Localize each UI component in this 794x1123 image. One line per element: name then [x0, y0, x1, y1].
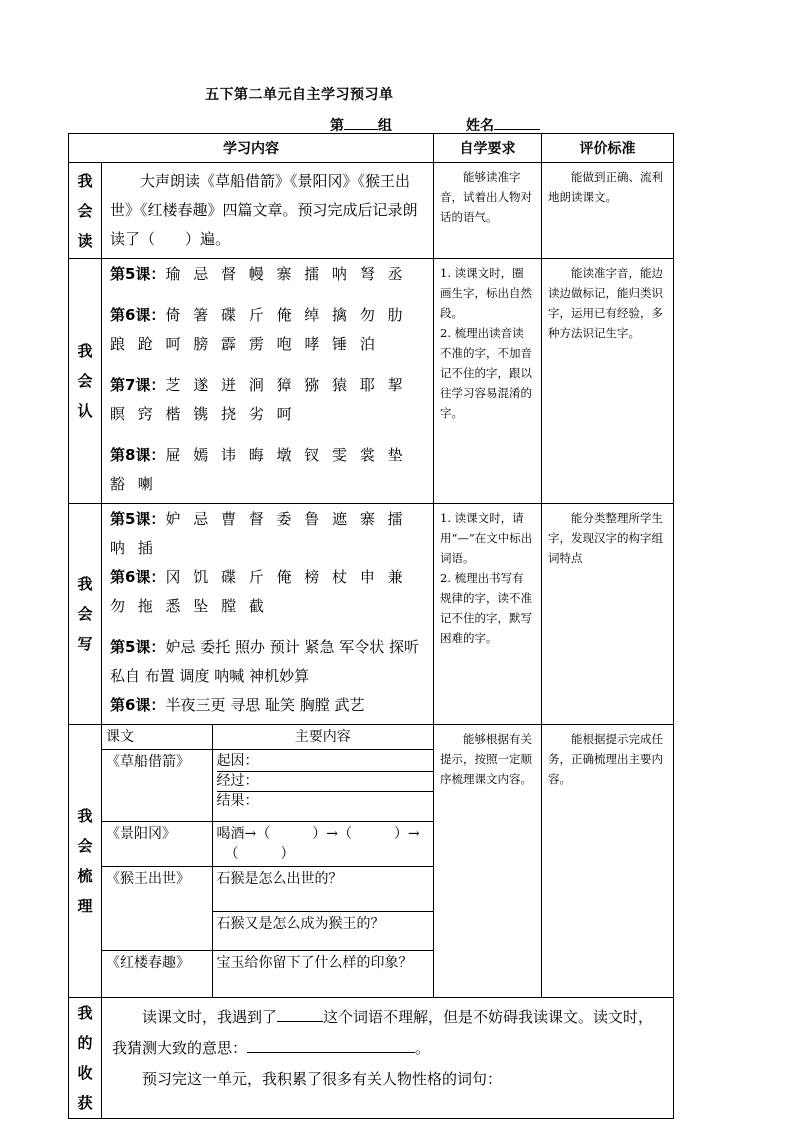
group-blank[interactable] [344, 115, 378, 130]
write-criteria: 能分类整理所学生字，发现汉字的构字组词特点 [542, 504, 674, 725]
name-field[interactable] [466, 115, 540, 135]
group-field[interactable] [330, 115, 392, 135]
lesson-title: 《红楼春趣》 [102, 951, 212, 997]
read-row [69, 163, 674, 259]
header-row [69, 134, 674, 163]
name-label: 姓名 [466, 118, 494, 134]
guess-meaning-blank[interactable] [247, 1036, 415, 1053]
page-title: 五下第二单元自主学习预习单 [205, 87, 394, 103]
write-requirement: 1. 读课文时，请用“—”在文中标出词语。 2. 梳理出书写有规律的字，读不准记不住的字，默写困难的字。 [434, 504, 542, 725]
lesson-item: 第8课：屉 嫣 讳 晦 墩 钗 雯 裳 垫 豁 喇 [110, 446, 407, 493]
answer-cell[interactable]: 石猴是怎么出世的？ 石猴又是怎么成为猴王的？ [212, 867, 433, 951]
word-item: 第6课：半夜三更 寻思 耻笑 胸膛 武艺 [110, 696, 365, 714]
lesson-item: 第6课：倚 箸 碟 斤 俺 绰 擒 勿 肋 踉 跄 呵 膀 霹 雳 咆 哮 锤 泊 [110, 306, 407, 353]
answer-line[interactable]: 经过： [217, 772, 434, 792]
recognize-row [69, 259, 674, 504]
table-row [102, 867, 433, 951]
lesson-item: 第7课：芝 遂 迸 涧 獐 猕 猿 耶 挈 瞑 窍 楷 镌 挠 劣 呵 [110, 376, 407, 423]
header-requirement: 自学要求 [434, 134, 542, 163]
answer-line[interactable]: 结果： [216, 793, 259, 809]
sort-content [102, 725, 434, 998]
header-content: 学习内容 [69, 134, 434, 163]
write-content [102, 504, 434, 725]
sort-side-label: 我 会 梳 理 [69, 725, 102, 998]
group-prefix: 第 [330, 118, 344, 134]
harvest-text-1: 读课文时，我遇到了 这个词语不理解，但是不妨碍我读课文。读文时，我猜测大致的意思： 。 [112, 1002, 663, 1064]
read-side-label: 我 会 读 [69, 163, 102, 259]
lesson-item: 第5课：瑜 忌 督 幔 寨 擂 呐 弩 丞 [110, 265, 407, 283]
group-suffix: 组 [378, 118, 392, 134]
harvest-side-label: 我 的 收 获 [69, 997, 102, 1118]
harvest-text-2: 预习完这一单元，我积累了很多有关人物性格的词句： [142, 1069, 503, 1088]
sort-inner-table [102, 725, 433, 997]
name-blank[interactable] [494, 115, 540, 130]
answer-line[interactable]: 起因： [217, 752, 434, 772]
harvest-content [102, 997, 674, 1118]
lesson-title: 《景阳冈》 [102, 822, 212, 867]
header-criteria: 评价标准 [542, 134, 674, 163]
lesson-item: 第5课：妒 忌 曹 督 委 鲁 遮 寨 擂 呐 插 [110, 510, 407, 557]
recognize-criteria: 能读准字音，能边读边做标记，能归类识字，运用已有经验，多种方法识记生字。 [542, 259, 674, 504]
sort-row [69, 725, 674, 998]
lesson-title: 《草船借箭》 [102, 750, 212, 822]
write-side-label: 我 会 写 [69, 504, 102, 725]
answer-cell[interactable]: 宝玉给你留下了什么样的印象？ [212, 951, 433, 997]
table-row [102, 822, 433, 867]
harvest-row [69, 997, 674, 1118]
word-item: 第5课：妒忌 委托 照办 预计 紧急 军令状 探听 私自 布置 调度 呐喊 神机妙算 [110, 638, 435, 685]
lesson-item: 第6课：冈 饥 碟 斤 俺 榜 杖 申 兼 勿 拖 悉 坠 膛 截 [110, 568, 407, 615]
recognize-content [102, 259, 434, 504]
sort-criteria: 能根据提示完成任务，正确梳理出主要内容。 [542, 725, 674, 998]
worksheet-table [68, 133, 674, 1119]
read-requirement: 能够读准字音，试着出人物对话的语气。 [434, 163, 542, 259]
answer-cell[interactable] [212, 750, 433, 822]
recognize-requirement: 1. 读课文时，圈画生字，标出自然段。 2. 梳理出读音读不准的字，不加音记不住的字，跟以往学习容易混淆的字。 [434, 259, 542, 504]
write-row [69, 504, 674, 725]
recognize-side-label: 我 会 认 [69, 259, 102, 504]
col-main-header: 主要内容 [212, 725, 433, 750]
col-lesson-header: 课文 [102, 725, 212, 750]
sort-requirement: 能够根据有关提示，按照一定顺序梳理课文内容。 [434, 725, 542, 998]
answer-cell[interactable]: 喝酒→（ ）→（ ）→ （ ） [212, 822, 433, 867]
read-criteria: 能做到正确、流利地朗读课文。 [542, 163, 674, 259]
lesson-title: 《猴王出世》 [102, 867, 212, 951]
table-row [102, 750, 433, 822]
read-content: 大声朗读《草船借箭》《景阳冈》《猴王出世》《红楼春趣》四篇文章。预习完成后记录朗读了（ ）遍。 [102, 163, 434, 259]
table-row [102, 951, 433, 997]
unknown-word-blank[interactable] [277, 1005, 323, 1022]
